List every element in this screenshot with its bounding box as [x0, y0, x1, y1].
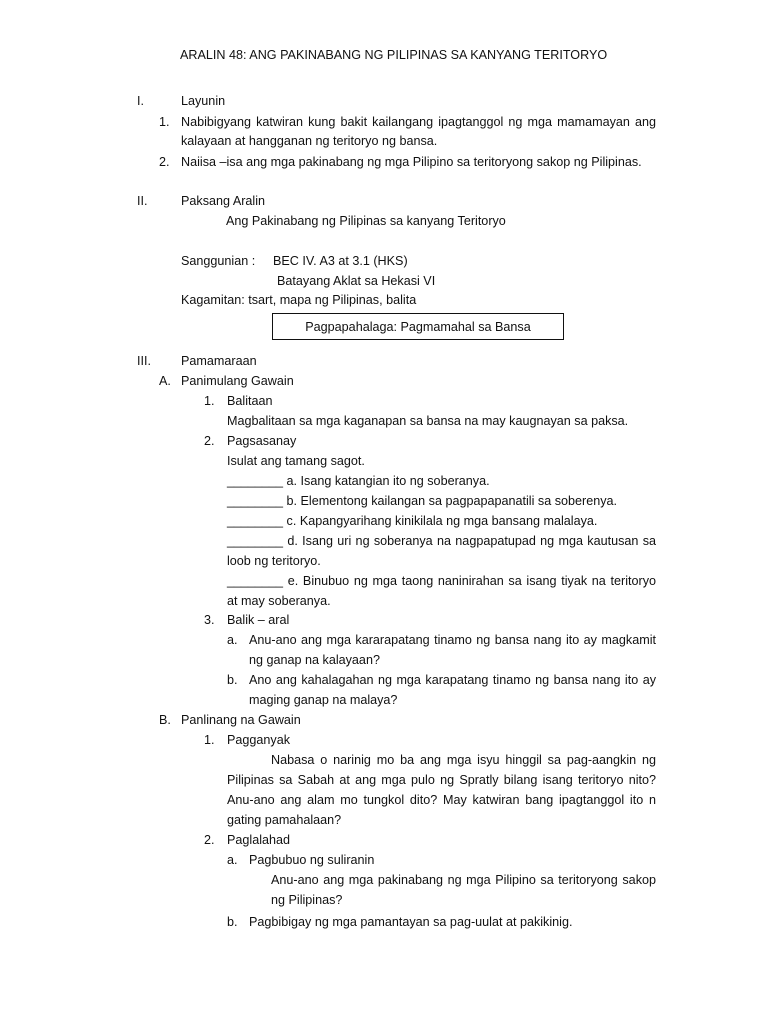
- exercise-line-b: ________ b. Elementong kailangan sa pagpapapanatili sa soberenya.: [227, 494, 618, 508]
- lesson-subject: Ang Pakinabang ng Pilipinas sa kanyang Teritoryo: [226, 214, 506, 228]
- review-b-letter: b.: [227, 673, 238, 687]
- section-3-heading: Pamamaraan: [181, 354, 257, 368]
- review-b-line-1: Ano ang kahalagahan ng mga karapatang tinamo ng bansa nang ito ay: [249, 673, 656, 687]
- a2-instruction: Isulat ang tamang sagot.: [227, 454, 365, 468]
- a3-title: Balik – aral: [227, 613, 290, 627]
- motivation-line-4: gating pamahalaan?: [227, 813, 342, 827]
- presentation-b-title: Pagbibigay ng mga pamantayan sa pag-uulat at pakikinig.: [249, 915, 573, 929]
- reference-label: Sanggunian :: [181, 254, 256, 268]
- b1-number: 1.: [204, 733, 215, 747]
- part-a-letter: A.: [159, 374, 171, 388]
- a2-title: Pagsasanay: [227, 434, 297, 448]
- section-1-number: I.: [137, 94, 144, 108]
- objective-1-number: 1.: [159, 115, 170, 129]
- objective-1-line-2: kalayaan at hangganan ng teritoryo ng bansa.: [181, 134, 438, 148]
- objective-2-line-1: Naiisa –isa ang mga pakinabang ng mga Pilipino sa teritoryong sakop ng Pilipinas.: [181, 155, 642, 169]
- presentation-b-letter: b.: [227, 915, 238, 929]
- reference-line-1: BEC IV. A3 at 3.1 (HKS): [273, 254, 408, 268]
- exercise-line-d-cont: loob ng teritoryo.: [227, 554, 321, 568]
- presentation-a-title: Pagbubuo ng suliranin: [249, 853, 375, 867]
- motivation-line-3: Anu-ano ang alam mo tungkol dito? May katwiran bang ipagtanggol ito n: [227, 793, 656, 807]
- part-a-heading: Panimulang Gawain: [181, 374, 294, 388]
- b2-number: 2.: [204, 833, 215, 847]
- section-1-heading: Layunin: [181, 94, 226, 108]
- review-a-line-1: Anu-ano ang mga kararapatang tinamo ng bansa nang ito ay magkamit: [249, 633, 656, 647]
- b1-title: Pagganyak: [227, 733, 291, 747]
- exercise-line-e: ________ e. Binubuo ng mga taong naninirahan sa isang tiyak na teritoryo: [227, 574, 656, 588]
- review-a-letter: a.: [227, 633, 238, 647]
- presentation-a-letter: a.: [227, 853, 238, 867]
- lesson-title: ARALIN 48: ANG PAKINABANG NG PILIPINAS SA KANYANG TERITORYO: [180, 48, 608, 62]
- part-b-letter: B.: [159, 713, 171, 727]
- review-a-line-2: ng ganap na kalayaan?: [249, 653, 380, 667]
- values-box: [272, 313, 564, 340]
- objective-2-number: 2.: [159, 155, 170, 169]
- exercise-line-c: ________ c. Kapangyarihang kinikilala ng mga bansang malalaya.: [227, 514, 598, 528]
- problem-line-2: ng Pilipinas?: [271, 893, 343, 907]
- exercise-line-a: ________ a. Isang katangian ito ng soberanya.: [227, 474, 490, 488]
- motivation-line-2: Pilipinas sa Sabah at ang mga pulo ng Spratly bilang isang teritoryo nito?: [227, 773, 656, 787]
- section-2-number: II.: [137, 194, 148, 208]
- a2-number: 2.: [204, 434, 215, 448]
- b2-title: Paglalahad: [227, 833, 291, 847]
- a1-number: 1.: [204, 394, 215, 408]
- exercise-line-d: ________ d. Isang uri ng soberanya na nagpapatupad ng mga kautusan sa: [227, 534, 656, 548]
- review-b-line-2: maging ganap na malaya?: [249, 693, 398, 707]
- reference-line-2: Batayang Aklat sa Hekasi VI: [277, 274, 436, 288]
- materials: Kagamitan: tsart, mapa ng Pilipinas, balita: [181, 293, 417, 307]
- objective-1-line-1: Nabibigyang katwiran kung bakit kailangang ipagtanggol ng mga mamamayan ang: [181, 115, 656, 129]
- a1-text: Magbalitaan sa mga kaganapan sa bansa na may kaugnayan sa paksa.: [227, 414, 629, 428]
- values-text: Pagpapahalaga: Pagmamahal sa Bansa: [305, 319, 531, 334]
- exercise-line-e-cont: at may soberanya.: [227, 594, 331, 608]
- problem-line-1: Anu-ano ang mga pakinabang ng mga Pilipino sa teritoryong sakop: [271, 873, 656, 887]
- part-b-heading: Panlinang na Gawain: [181, 713, 301, 727]
- a3-number: 3.: [204, 613, 215, 627]
- motivation-line-1: Nabasa o narinig mo ba ang mga isyu hinggil sa pag-aangkin ng: [271, 753, 656, 767]
- section-3-number: III.: [137, 354, 151, 368]
- section-2-heading: Paksang Aralin: [181, 194, 266, 208]
- a1-title: Balitaan: [227, 394, 273, 408]
